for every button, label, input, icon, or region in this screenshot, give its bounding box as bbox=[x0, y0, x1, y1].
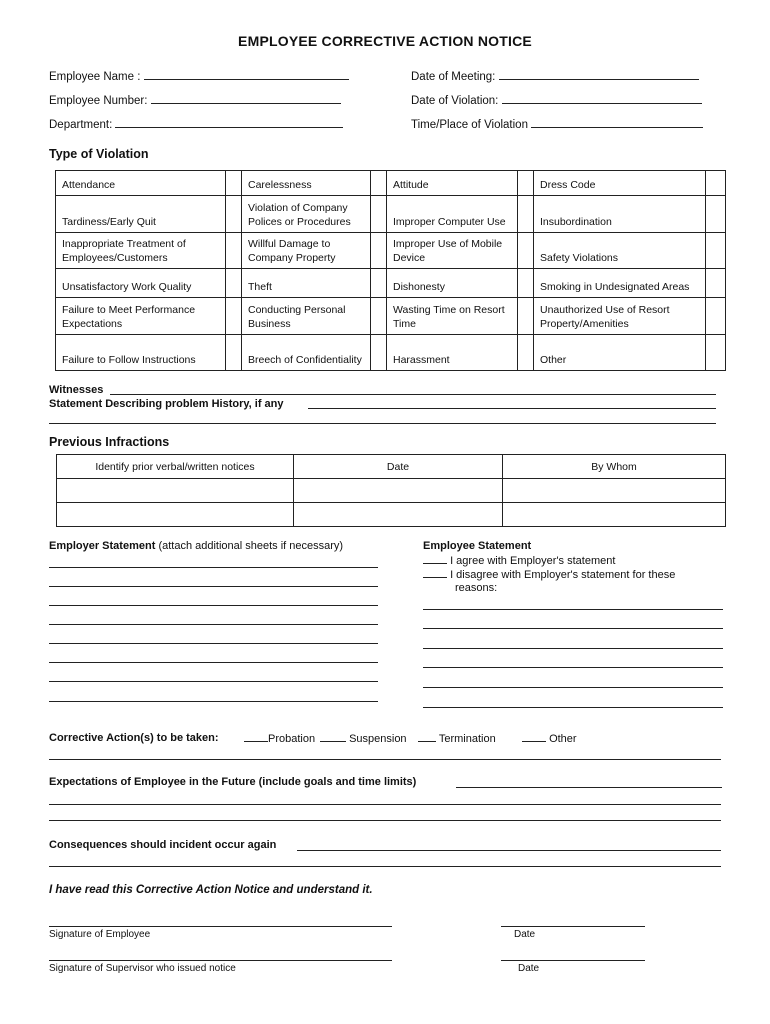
disagree-blank[interactable] bbox=[423, 568, 447, 578]
employee-name-field[interactable] bbox=[144, 69, 349, 80]
employee-statement-line[interactable] bbox=[423, 628, 723, 629]
department-row bbox=[49, 117, 343, 131]
employee-name-label: Employee Name : bbox=[49, 71, 141, 83]
violation-label: Other bbox=[534, 335, 706, 371]
termination-label: Termination bbox=[438, 733, 496, 745]
violation-label: Dishonesty bbox=[387, 269, 518, 298]
employee-number-field[interactable] bbox=[151, 93, 341, 104]
employee-statement-line[interactable] bbox=[423, 687, 723, 688]
statement-history-label: Statement Describing problem History, if any bbox=[49, 398, 284, 410]
witnesses-row bbox=[49, 384, 103, 396]
supervisor-signature-label: Signature of Supervisor who issued notice bbox=[49, 963, 236, 974]
agree-blank[interactable] bbox=[423, 554, 447, 564]
other-blank[interactable] bbox=[522, 732, 546, 742]
consequences-line[interactable] bbox=[297, 850, 721, 851]
violation-checkbox[interactable] bbox=[706, 335, 726, 371]
violation-heading: Type of Violation bbox=[49, 147, 149, 161]
corrective-action-label: Corrective Action(s) to be taken: bbox=[49, 732, 219, 744]
column-header: Date bbox=[294, 455, 503, 479]
expectations-label: Expectations of Employee in the Future (include goals and time limits) bbox=[49, 776, 417, 788]
department-field[interactable] bbox=[115, 117, 343, 128]
violation-label: Theft bbox=[242, 269, 371, 298]
violation-checkbox[interactable] bbox=[371, 196, 387, 233]
violation-label: Willful Damage to Company Property bbox=[242, 233, 371, 269]
column-header: Identify prior verbal/written notices bbox=[57, 455, 294, 479]
violation-label: Failure to Meet Performance Expectations bbox=[56, 298, 226, 335]
violation-checkbox[interactable] bbox=[371, 298, 387, 335]
previous-heading: Previous Infractions bbox=[49, 435, 170, 449]
column-header: By Whom bbox=[503, 455, 726, 479]
date-of-violation-label: Date of Violation: bbox=[411, 95, 499, 107]
table-cell[interactable] bbox=[294, 479, 503, 503]
disagree-label-cont: reasons: bbox=[455, 582, 498, 594]
consequences-label: Consequences should incident occur again bbox=[49, 839, 277, 851]
expectations-line[interactable] bbox=[49, 804, 721, 805]
probation-blank[interactable] bbox=[244, 732, 268, 742]
suspension-option bbox=[320, 732, 407, 745]
employer-statement-line[interactable] bbox=[49, 662, 378, 663]
termination-option bbox=[418, 732, 496, 745]
supervisor-date-label: Date bbox=[518, 963, 540, 974]
employer-statement-line[interactable] bbox=[49, 701, 378, 702]
table-header-row bbox=[57, 455, 726, 479]
violation-checkbox[interactable] bbox=[518, 171, 534, 196]
employer-statement-heading bbox=[49, 540, 343, 552]
violation-label: Harassment bbox=[387, 335, 518, 371]
violation-row bbox=[56, 171, 726, 196]
statement-history-row bbox=[49, 398, 284, 410]
violation-checkbox[interactable] bbox=[706, 196, 726, 233]
violation-label: Attitude bbox=[387, 171, 518, 196]
employer-statement-line[interactable] bbox=[49, 586, 378, 587]
violation-label: Inappropriate Treatment of Employees/Customers bbox=[56, 233, 226, 269]
employee-statement-line[interactable] bbox=[423, 609, 723, 610]
employee-statement-line[interactable] bbox=[423, 648, 723, 649]
disagree-label: I disagree with Employer's statement for these bbox=[450, 569, 676, 581]
corrective-action-row bbox=[49, 732, 219, 744]
agree-label: I agree with Employer's statement bbox=[450, 555, 616, 567]
violation-checkbox[interactable] bbox=[706, 233, 726, 269]
violation-checkbox[interactable] bbox=[226, 196, 242, 233]
department-label: Department: bbox=[49, 119, 113, 131]
time-place-row bbox=[411, 117, 703, 131]
suspension-label: Suspension bbox=[349, 733, 407, 745]
violation-label: Breech of Confidentiality bbox=[242, 335, 371, 371]
violation-checkbox[interactable] bbox=[226, 335, 242, 371]
violation-label: Tardiness/Early Quit bbox=[56, 196, 226, 233]
consequences-line[interactable] bbox=[49, 866, 721, 867]
employee-signature-label: Signature of Employee bbox=[49, 929, 151, 940]
violation-label: Wasting Time on Resort Time bbox=[387, 298, 518, 335]
employer-statement-note: (attach additional sheets if necessary) bbox=[158, 540, 344, 552]
employee-name-row bbox=[49, 69, 349, 83]
employer-statement-line[interactable] bbox=[49, 605, 378, 606]
violation-checkbox[interactable] bbox=[371, 335, 387, 371]
page-title: EMPLOYEE CORRECTIVE ACTION NOTICE bbox=[238, 33, 532, 49]
table-cell[interactable] bbox=[503, 503, 726, 527]
employer-statement-line[interactable] bbox=[49, 681, 378, 682]
violation-checkbox[interactable] bbox=[226, 269, 242, 298]
table-cell[interactable] bbox=[57, 479, 294, 503]
violation-checkbox[interactable] bbox=[226, 298, 242, 335]
violation-row bbox=[56, 335, 726, 371]
employer-statement-line[interactable] bbox=[49, 567, 378, 568]
violation-checkbox[interactable] bbox=[706, 298, 726, 335]
probation-label: Probation bbox=[268, 733, 316, 745]
employer-statement-line[interactable] bbox=[49, 624, 378, 625]
employee-date-label: Date bbox=[514, 929, 536, 940]
probation-option bbox=[244, 732, 315, 745]
violation-checkbox[interactable] bbox=[371, 233, 387, 269]
violation-checkbox[interactable] bbox=[226, 233, 242, 269]
employer-statement-label: Employer Statement bbox=[49, 540, 156, 552]
table-row bbox=[57, 503, 726, 527]
date-of-violation-row bbox=[411, 93, 702, 107]
violation-checkbox[interactable] bbox=[226, 171, 242, 196]
other-label: Other bbox=[549, 733, 577, 745]
employee-signature-line[interactable] bbox=[49, 926, 392, 927]
violation-checkbox[interactable] bbox=[706, 269, 726, 298]
violation-label: Insubordination bbox=[534, 196, 706, 233]
employee-statement-line[interactable] bbox=[423, 667, 723, 668]
table-cell[interactable] bbox=[294, 503, 503, 527]
violation-label: Improper Use of Mobile Device bbox=[387, 233, 518, 269]
violation-checkbox[interactable] bbox=[518, 269, 534, 298]
table-row bbox=[57, 479, 726, 503]
suspension-blank[interactable] bbox=[320, 732, 346, 742]
violation-checkbox[interactable] bbox=[371, 269, 387, 298]
termination-blank[interactable] bbox=[418, 732, 436, 742]
employee-statement-line[interactable] bbox=[423, 707, 723, 708]
employer-statement-line[interactable] bbox=[49, 643, 378, 644]
violation-label: Failure to Follow Instructions bbox=[56, 335, 226, 371]
violation-checkbox[interactable] bbox=[518, 335, 534, 371]
violation-table bbox=[55, 170, 726, 371]
expectations-line[interactable] bbox=[49, 820, 721, 821]
violation-label: Unauthorized Use of Resort Property/Amenities bbox=[534, 298, 706, 335]
acknowledgement-text: I have read this Corrective Action Notice and understand it. bbox=[49, 884, 373, 896]
violation-checkbox[interactable] bbox=[371, 171, 387, 196]
statement-history-field[interactable] bbox=[308, 408, 716, 409]
previous-infractions-table bbox=[56, 454, 726, 527]
violation-label: Violation of Company Polices or Procedures bbox=[242, 196, 371, 233]
violation-checkbox[interactable] bbox=[518, 196, 534, 233]
violation-label: Improper Computer Use bbox=[387, 196, 518, 233]
violation-checkbox[interactable] bbox=[518, 298, 534, 335]
time-place-field[interactable] bbox=[531, 117, 703, 128]
violation-label: Carelessness bbox=[242, 171, 371, 196]
violation-label: Dress Code bbox=[534, 171, 706, 196]
supervisor-date-line[interactable] bbox=[501, 960, 645, 961]
violation-row bbox=[56, 196, 726, 233]
violation-row bbox=[56, 298, 726, 335]
violation-label: Conducting Personal Business bbox=[242, 298, 371, 335]
employee-statement-label: Employee Statement bbox=[423, 540, 532, 552]
violation-row bbox=[56, 269, 726, 298]
time-place-label: Time/Place of Violation bbox=[411, 119, 528, 131]
statement-history-field-2[interactable] bbox=[49, 423, 716, 424]
table-cell[interactable] bbox=[57, 503, 294, 527]
violation-label: Attendance bbox=[56, 171, 226, 196]
violation-label: Safety Violations bbox=[534, 233, 706, 269]
violation-label: Unsatisfactory Work Quality bbox=[56, 269, 226, 298]
violation-row bbox=[56, 233, 726, 269]
disagree-option bbox=[423, 568, 675, 581]
expectations-line[interactable] bbox=[456, 787, 722, 788]
supervisor-signature-line[interactable] bbox=[49, 960, 392, 961]
violation-label: Smoking in Undesignated Areas bbox=[534, 269, 706, 298]
date-of-meeting-label: Date of Meeting: bbox=[411, 71, 496, 83]
other-option bbox=[522, 732, 577, 745]
employee-date-line[interactable] bbox=[501, 926, 645, 927]
date-of-meeting-field[interactable] bbox=[499, 69, 699, 80]
employee-number-row bbox=[49, 93, 341, 107]
witnesses-label: Witnesses bbox=[49, 384, 104, 396]
date-of-violation-field[interactable] bbox=[502, 93, 702, 104]
table-cell[interactable] bbox=[503, 479, 726, 503]
agree-option bbox=[423, 554, 615, 567]
violation-checkbox[interactable] bbox=[706, 171, 726, 196]
violation-checkbox[interactable] bbox=[518, 233, 534, 269]
employee-number-label: Employee Number: bbox=[49, 95, 148, 107]
witnesses-field[interactable] bbox=[110, 394, 716, 395]
date-of-meeting-row bbox=[411, 69, 699, 83]
corrective-action-line[interactable] bbox=[49, 759, 721, 760]
